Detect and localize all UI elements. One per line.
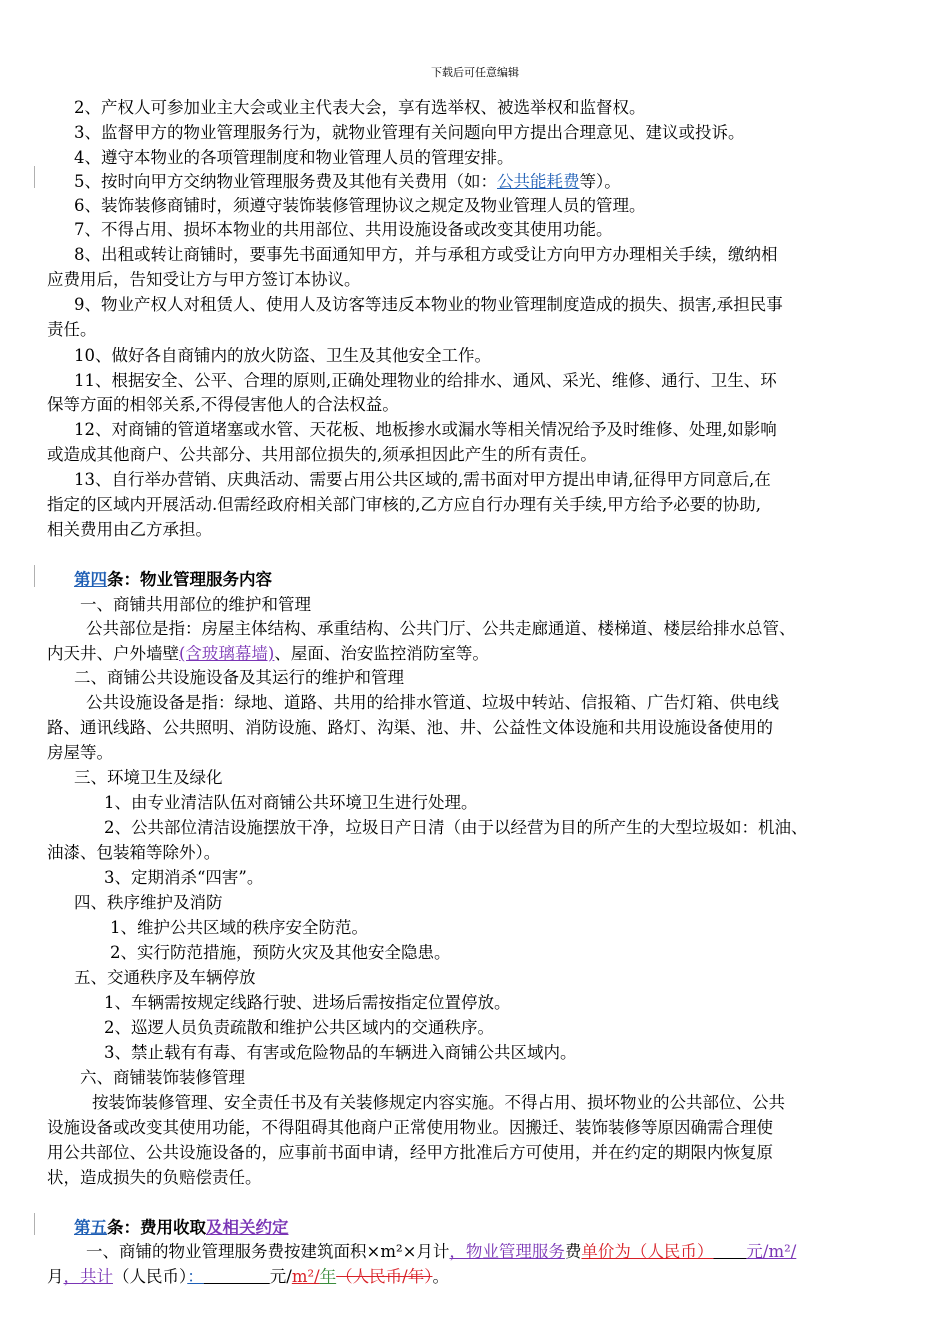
clause-line-12-cont: 或造成其他商户、公共部分、共用部位损失的,须承担因此产生的所有责任。 bbox=[47, 445, 597, 464]
article-4-heading bbox=[74, 568, 272, 592]
fee-line bbox=[86, 1240, 796, 1264]
list-item: 3、禁止载有有毒、有害或危险物品的车辆进入商铺公共区域内。 bbox=[104, 1043, 577, 1062]
paragraph-line: 公共设施设备是指：绿地、道路、共用的给排水管道、垃圾中转站、信报箱、广告灯箱、供电线 bbox=[86, 693, 779, 712]
article-5-heading bbox=[74, 1216, 289, 1240]
clause-line-13-cont: 指定的区域内开展活动.但需经政府相关部门审核的,乙方应自行办理有关手续,甲方给予必要的协助, bbox=[47, 495, 761, 514]
clause-line-13: 13、自行举办营销、庆典活动、需要占用公共区域的,需书面对甲方提出申请,征得甲方同意后,在 bbox=[74, 470, 771, 489]
clause-line-3: 3、监督甲方的物业管理服务行为，就物业管理有关问题向甲方提出合理意见、建议或投诉。 bbox=[74, 123, 745, 142]
revision-delete: （人民币/年） bbox=[336, 1267, 433, 1286]
section-heading: 六、商铺装饰装修管理 bbox=[80, 1068, 245, 1087]
clause-line-7: 7、不得占用、损坏本物业的共用部位、共用设施设备或改变其使用功能。 bbox=[74, 220, 613, 239]
fee-text: 费 bbox=[564, 1242, 582, 1261]
paragraph-line bbox=[47, 642, 489, 666]
paragraph-text: 内天井、户外墙壁 bbox=[47, 644, 179, 663]
page-header: 下载后可任意编辑 bbox=[431, 66, 519, 79]
clause-line-10: 10、做好各自商铺内的放火防盗、卫生及其他安全工作。 bbox=[74, 346, 491, 365]
article-title: 费用收取 bbox=[140, 1218, 206, 1237]
fee-text: 一、商铺的物业管理服务费按建筑面积×m²×月计 bbox=[86, 1242, 450, 1261]
section-heading: 一、商铺共用部位的维护和管理 bbox=[80, 595, 311, 614]
clause-text: 等）。 bbox=[579, 172, 621, 191]
section-heading: 二、商铺公共设施设备及其运行的维护和管理 bbox=[74, 668, 404, 687]
section-heading: 三、环境卫生及绿化 bbox=[74, 768, 223, 787]
list-item: 1、维护公共区域的秩序安全防范。 bbox=[110, 918, 368, 937]
paragraph-line: 房屋等。 bbox=[47, 743, 113, 762]
list-item-cont: 油漆、包装箱等除外）。 bbox=[47, 843, 221, 862]
article-title: 物业管理服务内容 bbox=[140, 570, 272, 589]
revision-insert: 单价为（人民币） bbox=[581, 1242, 714, 1261]
clause-line-6: 6、装饰装修商铺时，须遵守装饰装修管理协议之规定及物业管理人员的管理。 bbox=[74, 196, 646, 215]
revision-insert: 年 bbox=[319, 1267, 337, 1286]
list-item: 1、由专业清洁队伍对商铺公共环境卫生进行处理。 bbox=[104, 793, 478, 812]
list-item: 2、巡逻人员负责疏散和维护公共区域内的交通秩序。 bbox=[104, 1018, 494, 1037]
clause-line-4: 4、遵守本物业的各项管理制度和物业管理人员的管理安排。 bbox=[74, 148, 514, 167]
clause-line-8: 8、出租或转让商铺时，要事先书面通知甲方，并与承租方或受让方向甲方办理相关手续，缴纳相 bbox=[74, 245, 778, 264]
fee-text: 元/ bbox=[269, 1267, 292, 1286]
paragraph-line: 用公共部位、公共设施设备的，应事前书面申请，经甲方批准后方可使用，并在约定的期限内恢复原 bbox=[47, 1143, 773, 1162]
article-colon: 条： bbox=[107, 1218, 140, 1237]
revision-insert: 元/ bbox=[746, 1242, 769, 1261]
clause-line-11-cont: 保等方面的相邻关系,不得侵害他人的合法权益。 bbox=[47, 395, 399, 414]
blank-field bbox=[204, 1267, 270, 1286]
margin-change-bar bbox=[34, 1213, 35, 1235]
revision-insert: m²/ bbox=[768, 1242, 797, 1261]
fee-line-cont bbox=[47, 1265, 449, 1289]
revision-insert: (含玻璃幕墙) bbox=[179, 644, 275, 663]
clause-line-2: 2、产权人可参加业主大会或业主代表大会，享有选举权、被选举权和监督权。 bbox=[74, 98, 646, 117]
fee-text: 。 bbox=[432, 1267, 449, 1286]
revision-insert: m²/ bbox=[291, 1267, 320, 1286]
clause-line-9-cont: 责任。 bbox=[47, 320, 97, 339]
paragraph-line: 设施设备或改变其使用功能，不得阻碍其他商户正常使用物业。因搬迁、装饰装修等原因确需合理使 bbox=[47, 1118, 773, 1137]
clause-line-13-end: 相关费用由乙方承担。 bbox=[47, 520, 212, 539]
margin-change-bar bbox=[34, 166, 35, 188]
paragraph-text: 、屋面、治安监控消防室等。 bbox=[274, 644, 489, 663]
list-item: 2、实行防范措施，预防火灾及其他安全隐患。 bbox=[110, 943, 451, 962]
margin-change-bar bbox=[34, 565, 35, 587]
blank-field bbox=[713, 1242, 746, 1261]
clause-line-12: 12、对商铺的管道堵塞或水管、天花板、地板掺水或漏水等相关情况给予及时维修、处理,如影响 bbox=[74, 420, 777, 439]
paragraph-line: 按装饰装修管理、安全责任书及有关装修规定内容实施。不得占用、损坏物业的公共部位、公共 bbox=[92, 1093, 785, 1112]
clause-line-8-cont: 应费用后，告知受让方与甲方签订本协议。 bbox=[47, 270, 361, 289]
clause-text: 5、按时向甲方交纳物业管理服务费及其他有关费用（如： bbox=[74, 172, 497, 191]
revision-insert: ： bbox=[187, 1267, 204, 1286]
public-energy-fee-link[interactable]: 公共能耗费 bbox=[497, 172, 580, 191]
paragraph-line: 路、通讯线路、公共照明、消防设施、路灯、沟渠、池、井、公益性文体设施和共用设施设备使用的 bbox=[47, 718, 773, 737]
clause-line-5 bbox=[74, 170, 621, 194]
section-heading: 五、交通秩序及车辆停放 bbox=[74, 968, 256, 987]
section-heading: 四、秩序维护及消防 bbox=[74, 893, 223, 912]
clause-line-9: 9、物业产权人对租赁人、使用人及访客等违反本物业的物业管理制度造成的损失、损害,承担民事 bbox=[74, 295, 783, 314]
article-colon: 条： bbox=[107, 570, 140, 589]
revision-insert: 及相关约定 bbox=[206, 1218, 289, 1237]
article-number: 第五 bbox=[74, 1218, 107, 1237]
paragraph-line: 状，造成损失的负赔偿责任。 bbox=[47, 1168, 262, 1187]
list-item: 1、车辆需按规定线路行驶、进场后需按指定位置停放。 bbox=[104, 993, 511, 1012]
paragraph-line: 公共部位是指：房屋主体结构、承重结构、公共门厅、公共走廊通道、楼梯道、楼层给排水总管、 bbox=[86, 619, 796, 638]
list-item: 3、定期消杀“四害”。 bbox=[104, 868, 264, 887]
revision-insert: ，物业管理服务 bbox=[449, 1242, 565, 1261]
fee-text: （人民币） bbox=[113, 1267, 188, 1286]
revision-insert: ，共计 bbox=[63, 1267, 113, 1286]
list-item: 2、公共部位清洁设施摆放干净，垃圾日产日清（由于以经营为目的所产生的大型垃圾如：机油、 bbox=[104, 818, 808, 837]
fee-text: 月 bbox=[47, 1267, 64, 1286]
article-number: 第四 bbox=[74, 570, 107, 589]
clause-line-11: 11、根据安全、公平、合理的原则,正确处理物业的给排水、通风、采光、维修、通行、卫生、环 bbox=[74, 371, 777, 390]
